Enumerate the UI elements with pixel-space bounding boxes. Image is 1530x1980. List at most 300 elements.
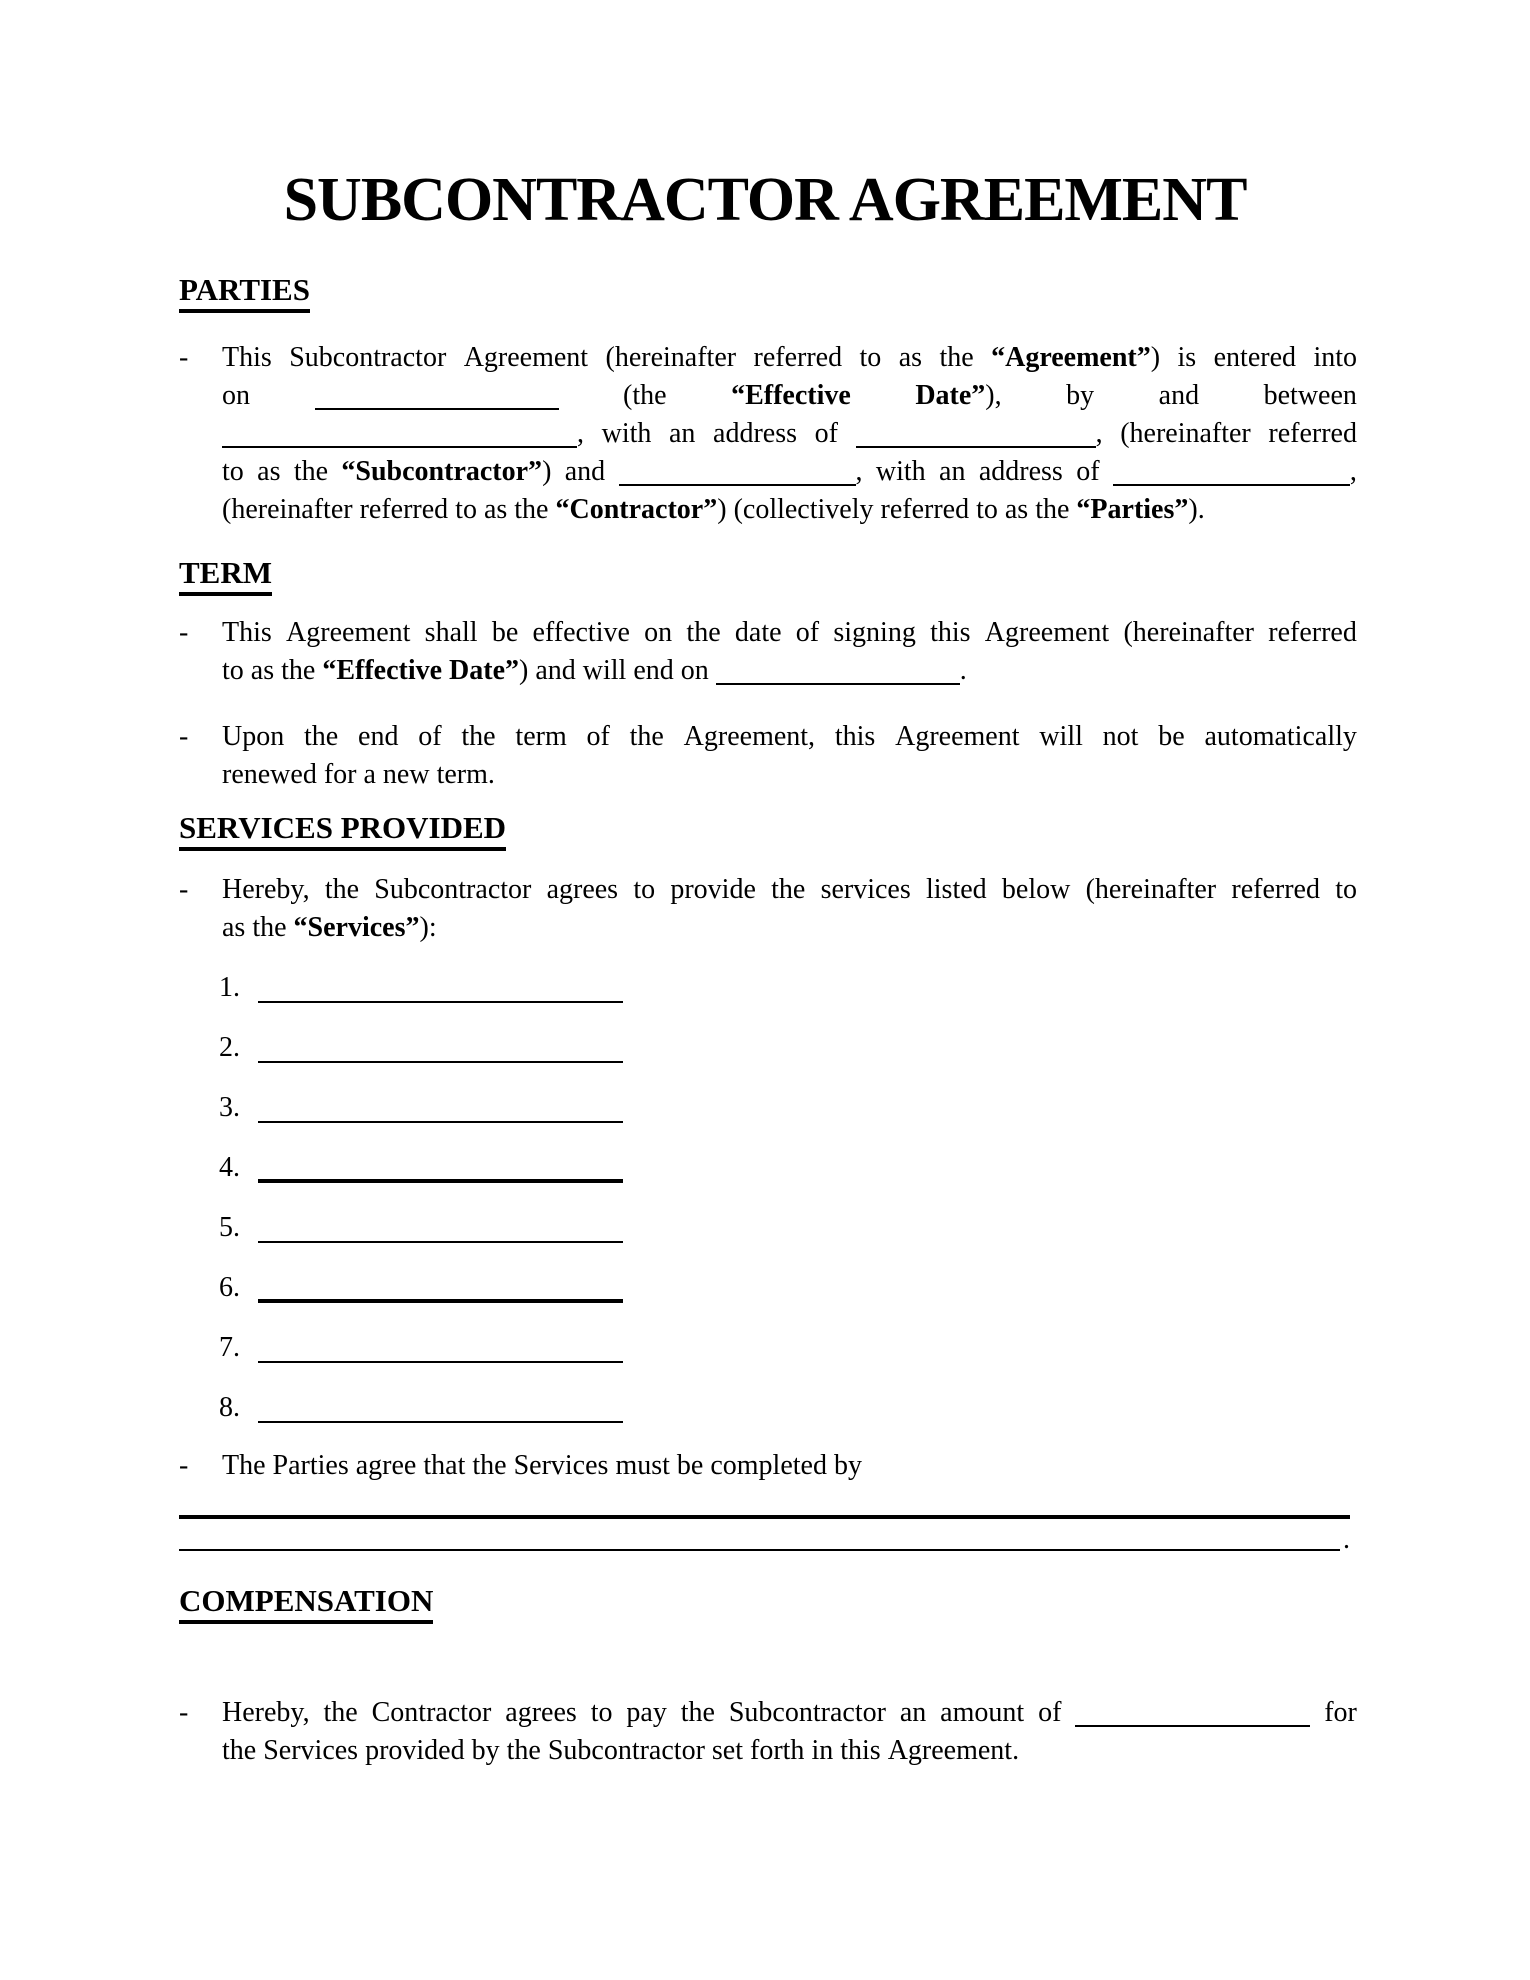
word-token — [222, 1694, 310, 1732]
word-token — [684, 718, 815, 756]
word-token — [383, 756, 430, 794]
word-token — [492, 614, 518, 652]
word-token — [1204, 718, 1356, 756]
bold-text: Date” — [915, 380, 986, 411]
word-token — [257, 453, 280, 491]
word-token — [1178, 339, 1197, 377]
text: by — [471, 1735, 500, 1766]
text: and — [535, 655, 576, 686]
word-token — [991, 339, 1160, 377]
service-list-item — [219, 1387, 1530, 1425]
word-token — [1035, 491, 1069, 529]
text: (collectively — [733, 494, 874, 525]
text: renewed — [222, 759, 317, 790]
text: provide — [670, 874, 756, 905]
word-token — [771, 871, 805, 909]
word-token — [222, 756, 317, 794]
fill-in-blank[interactable] — [1113, 456, 1350, 486]
service-item-number: 5. — [219, 1212, 240, 1243]
services-list — [219, 967, 1530, 1425]
word-token — [615, 1447, 669, 1485]
word-token — [1066, 377, 1094, 415]
word-token — [1313, 339, 1357, 377]
word-token — [1231, 871, 1320, 909]
word-token — [619, 453, 863, 491]
text: end — [633, 655, 674, 686]
text: on — [644, 617, 673, 648]
paragraph-line — [222, 377, 1357, 415]
parties-intro-paragraph — [222, 339, 1357, 529]
text: as — [898, 342, 923, 373]
section-heading-term — [179, 555, 1530, 596]
word-token — [222, 652, 244, 690]
word-token — [930, 614, 970, 652]
text: referred — [1231, 874, 1320, 905]
word-token — [623, 377, 667, 415]
word-token — [548, 1732, 705, 1770]
text: the — [771, 874, 806, 905]
word-token — [686, 614, 720, 652]
word-token — [669, 415, 695, 453]
text: with — [601, 418, 652, 449]
text: completed — [710, 1450, 827, 1481]
word-token — [360, 491, 449, 529]
text: that — [423, 1450, 466, 1481]
service-fill-in-blank[interactable] — [258, 1241, 623, 1243]
service-fill-in-blank[interactable] — [258, 1421, 623, 1423]
text: by — [833, 1450, 862, 1481]
word-token — [294, 453, 328, 491]
word-token — [1264, 377, 1357, 415]
word-token — [716, 652, 967, 690]
text: This — [222, 617, 272, 648]
word-token — [286, 614, 410, 652]
bold-text: “Contractor” — [555, 494, 718, 525]
deadline-blank-line-1[interactable] — [179, 1515, 1350, 1519]
text: for — [323, 759, 357, 790]
text: the — [461, 721, 496, 752]
bold-text: “Effective — [731, 380, 851, 411]
word-token — [324, 1694, 358, 1732]
word-token — [556, 491, 727, 529]
text: as — [222, 912, 246, 943]
word-token — [374, 871, 531, 909]
word-token — [222, 415, 584, 453]
word-token — [533, 614, 630, 652]
word-token — [322, 652, 528, 690]
text: forth — [750, 1735, 805, 1766]
word-token — [881, 491, 970, 529]
text: and — [564, 456, 606, 487]
services-deadline-paragraph — [222, 1447, 1357, 1485]
word-token — [796, 614, 819, 652]
text: Contractor — [371, 1697, 492, 1728]
text: ) — [519, 655, 529, 686]
text: to — [633, 874, 656, 905]
deadline-blank-line-2[interactable] — [179, 1549, 1340, 1551]
text: term — [515, 721, 567, 752]
term-renewal-paragraph — [222, 718, 1357, 794]
word-token — [507, 1732, 541, 1770]
text: be — [676, 1450, 704, 1481]
text: the — [293, 456, 329, 487]
word-token — [939, 453, 965, 491]
word-token — [1158, 718, 1184, 756]
text: as — [250, 655, 275, 686]
text: ): — [419, 912, 437, 943]
bullet-dash: - — [179, 1450, 189, 1481]
word-token — [437, 756, 495, 794]
bold-text: “Effective Date” — [322, 655, 520, 686]
word-token — [626, 1694, 666, 1732]
text: not — [1102, 721, 1139, 752]
text: ) — [717, 494, 727, 525]
word-token — [222, 339, 272, 377]
deadline-blank-line-2-row — [179, 1525, 1350, 1555]
word-token — [633, 871, 655, 909]
word-token — [1120, 415, 1251, 453]
service-fill-in-blank[interactable] — [258, 1361, 623, 1363]
word-token — [606, 339, 737, 377]
text: Agreement. — [887, 1735, 1020, 1766]
fill-in-blank[interactable] — [222, 418, 577, 448]
text: is — [1177, 342, 1197, 373]
word-token — [860, 339, 882, 377]
word-token — [1002, 871, 1070, 909]
word-token — [472, 1732, 500, 1770]
word-token — [325, 871, 359, 909]
compensation-paragraph — [222, 1694, 1357, 1770]
word-token — [356, 1447, 417, 1485]
word-token — [587, 718, 610, 756]
word-token — [670, 871, 756, 909]
word-token — [840, 1732, 880, 1770]
bullet-dash: - — [179, 342, 189, 373]
word-token — [731, 377, 851, 415]
text: the — [324, 874, 360, 905]
text: an — [899, 1697, 927, 1728]
text: this — [834, 721, 876, 752]
paragraph-line — [222, 415, 1357, 453]
word-token — [710, 1447, 827, 1485]
text: referred — [1268, 617, 1357, 648]
paragraph-line — [222, 718, 1357, 756]
text: term. — [436, 759, 495, 790]
word-token — [425, 614, 478, 652]
text: Hereby, — [222, 1697, 310, 1728]
word-token — [1324, 1694, 1357, 1732]
word-token — [304, 718, 338, 756]
text: of — [1038, 1697, 1062, 1728]
text: (hereinafter — [1120, 418, 1251, 449]
word-token — [834, 1447, 862, 1485]
word-token — [833, 614, 915, 652]
text: will — [1039, 721, 1083, 752]
text: of — [795, 617, 820, 648]
section-heading-compensation-text: COMPENSATION — [179, 1583, 433, 1624]
deadline-line-period: . — [1343, 1524, 1350, 1555]
word-token — [633, 652, 673, 690]
text: Parties — [272, 1450, 349, 1481]
text: Subcontractor — [289, 342, 447, 373]
word-token — [876, 453, 926, 491]
word-token — [358, 718, 398, 756]
service-list-item — [219, 1267, 1530, 1305]
word-token — [1335, 871, 1357, 909]
word-token — [1086, 871, 1217, 909]
text: by — [1066, 380, 1095, 411]
word-token — [472, 1447, 506, 1485]
word-token — [821, 871, 911, 909]
text: this — [840, 1735, 881, 1766]
text: an — [939, 456, 966, 487]
service-fill-in-blank[interactable] — [258, 1001, 623, 1003]
paragraph-line — [222, 339, 1357, 377]
word-token — [222, 453, 244, 491]
word-token — [514, 491, 548, 529]
text: for — [1324, 1697, 1357, 1728]
text: and — [1158, 380, 1200, 411]
text: as — [483, 494, 508, 525]
text: Agreement, — [683, 721, 816, 752]
text: on — [222, 380, 250, 411]
service-list-item — [219, 1207, 1530, 1245]
text: must — [615, 1450, 670, 1481]
term-renewal-bullet — [179, 718, 1530, 794]
word-token — [900, 1694, 926, 1732]
text: a — [363, 759, 376, 790]
text: new — [382, 759, 430, 790]
word-token — [324, 756, 357, 794]
word-token — [899, 339, 922, 377]
text: the — [281, 655, 316, 686]
service-list-item — [219, 967, 1530, 1005]
text: . — [959, 655, 967, 686]
term-effective-bullet — [179, 614, 1530, 690]
services-intro-bullet — [179, 871, 1530, 947]
text: (the — [623, 380, 667, 411]
word-token — [888, 1732, 1019, 1770]
text: Services — [263, 1735, 359, 1766]
bullet-dash: - — [179, 617, 189, 648]
text: , — [1349, 456, 1357, 487]
word-token — [505, 1694, 577, 1732]
word-token — [713, 415, 797, 453]
word-token — [1113, 453, 1357, 491]
text: ) — [542, 456, 552, 487]
text: the — [1035, 494, 1070, 525]
document-title: SUBCONTRACTOR AGREEMENT — [283, 166, 1247, 234]
text: entered — [1213, 342, 1297, 373]
word-token — [1123, 614, 1254, 652]
word-token — [856, 415, 1103, 453]
section-heading-parties — [179, 272, 1530, 313]
word-token — [939, 339, 973, 377]
term-effective-paragraph — [222, 614, 1357, 690]
text: to — [590, 1697, 613, 1728]
word-token — [750, 1732, 804, 1770]
fill-in-blank[interactable] — [619, 456, 856, 486]
service-item-number: 4. — [219, 1152, 240, 1183]
text: address — [713, 418, 798, 449]
text: to — [455, 494, 477, 525]
text: , — [577, 418, 584, 449]
word-token — [1038, 1694, 1061, 1732]
text: Subcontractor — [728, 1697, 886, 1728]
text: as — [257, 456, 281, 487]
text: ), — [985, 380, 1002, 411]
text: an — [669, 418, 696, 449]
text: provided — [365, 1735, 465, 1766]
service-fill-in-blank[interactable] — [258, 1061, 623, 1063]
word-token — [926, 871, 987, 909]
word-token — [222, 491, 353, 529]
word-token — [222, 1732, 256, 1770]
text: signing — [833, 617, 916, 648]
text: to — [1335, 874, 1357, 905]
text: be — [491, 617, 519, 648]
word-token — [630, 718, 664, 756]
word-token — [341, 453, 551, 491]
service-item-number: 1. — [219, 972, 240, 1003]
text: amount — [940, 1697, 1025, 1728]
fill-in-blank[interactable] — [856, 418, 1096, 448]
text: Agreement — [463, 342, 589, 373]
text: , — [855, 456, 863, 487]
service-list-item — [219, 1147, 1530, 1185]
text: the — [686, 617, 721, 648]
text: Subcontractor — [374, 874, 532, 905]
text: (hereinafter — [1123, 617, 1255, 648]
text: listed — [925, 874, 987, 905]
text: the — [252, 912, 287, 943]
service-item-number: 8. — [219, 1392, 240, 1423]
text: ) — [1150, 342, 1161, 373]
word-token — [681, 1694, 715, 1732]
text: as — [1004, 494, 1029, 525]
service-item-number: 6. — [219, 1272, 240, 1303]
word-token — [514, 1447, 609, 1485]
text: the — [629, 721, 664, 752]
text: into — [1313, 342, 1357, 373]
word-token — [735, 614, 782, 652]
bullet-dash: - — [179, 874, 189, 905]
text: the — [680, 1697, 715, 1728]
word-token — [365, 1732, 465, 1770]
bullet-dash: - — [179, 721, 189, 752]
word-token — [835, 718, 875, 756]
word-token — [565, 453, 605, 491]
service-fill-in-blank[interactable] — [258, 1121, 623, 1123]
paragraph-line — [222, 909, 1357, 947]
paragraph-line — [222, 756, 1357, 794]
bold-text: “Agreement” — [991, 342, 1151, 373]
text: on — [680, 655, 709, 686]
service-item-number: 3. — [219, 1092, 240, 1123]
word-token — [273, 1447, 349, 1485]
text: Services — [513, 1450, 609, 1481]
service-list-item — [219, 1327, 1530, 1365]
word-token — [535, 652, 575, 690]
word-token — [1076, 491, 1204, 529]
bold-text: “Parties” — [1076, 494, 1189, 525]
word-token — [1103, 718, 1139, 756]
paragraph-line — [222, 453, 1357, 491]
parties-intro-bullet — [179, 339, 1530, 529]
word-token — [289, 339, 446, 377]
word-token — [222, 614, 272, 652]
text: the — [939, 342, 974, 373]
text: Agreement — [984, 617, 1110, 648]
text: of — [814, 418, 838, 449]
word-token — [677, 1447, 703, 1485]
text: the — [472, 1450, 507, 1481]
word-token — [985, 614, 1109, 652]
text: below — [1001, 874, 1071, 905]
service-fill-in-blank[interactable] — [258, 1179, 623, 1183]
fill-in-blank[interactable] — [716, 655, 960, 685]
fill-in-blank[interactable] — [315, 380, 559, 410]
word-token — [681, 652, 709, 690]
text: the — [506, 1735, 541, 1766]
fill-in-blank[interactable] — [1075, 1697, 1310, 1727]
word-token — [895, 718, 1019, 756]
word-token — [1268, 614, 1357, 652]
text: agree — [355, 1450, 417, 1481]
word-token — [976, 491, 998, 529]
compensation-bullet — [179, 1694, 1530, 1770]
text: the — [514, 494, 549, 525]
paragraph-line — [222, 1694, 1357, 1732]
text: agrees — [505, 1697, 577, 1728]
text: automatically — [1204, 721, 1357, 752]
text: Upon — [222, 721, 285, 752]
text: This — [222, 342, 272, 373]
text: will — [582, 655, 627, 686]
text: address — [978, 456, 1063, 487]
section-heading-compensation — [179, 1583, 1530, 1624]
text: to — [976, 494, 998, 525]
text: Agreement — [895, 721, 1020, 752]
text: in — [811, 1735, 834, 1766]
word-token — [583, 652, 627, 690]
section-heading-term-text: TERM — [179, 555, 272, 596]
word-token — [423, 1447, 465, 1485]
word-token — [811, 1732, 833, 1770]
paragraph-line — [222, 491, 1357, 529]
word-token — [455, 491, 477, 529]
word-token — [734, 491, 874, 529]
service-list-item — [219, 1087, 1530, 1125]
word-token — [1214, 339, 1296, 377]
text: between — [1263, 380, 1357, 411]
text: ). — [1188, 494, 1205, 525]
service-fill-in-blank[interactable] — [258, 1299, 623, 1303]
text: Subcontractor — [547, 1735, 705, 1766]
word-token — [915, 377, 1001, 415]
text: (hereinafter — [222, 494, 353, 525]
word-token — [547, 871, 619, 909]
word-token — [294, 909, 437, 947]
text: to — [859, 342, 882, 373]
text: set — [711, 1735, 743, 1766]
word-token — [372, 1694, 492, 1732]
service-item-number: 2. — [219, 1032, 240, 1063]
text: referred — [1268, 418, 1357, 449]
word-token — [1075, 1694, 1310, 1732]
word-token — [222, 718, 284, 756]
bold-text: “Subcontractor” — [341, 456, 543, 487]
